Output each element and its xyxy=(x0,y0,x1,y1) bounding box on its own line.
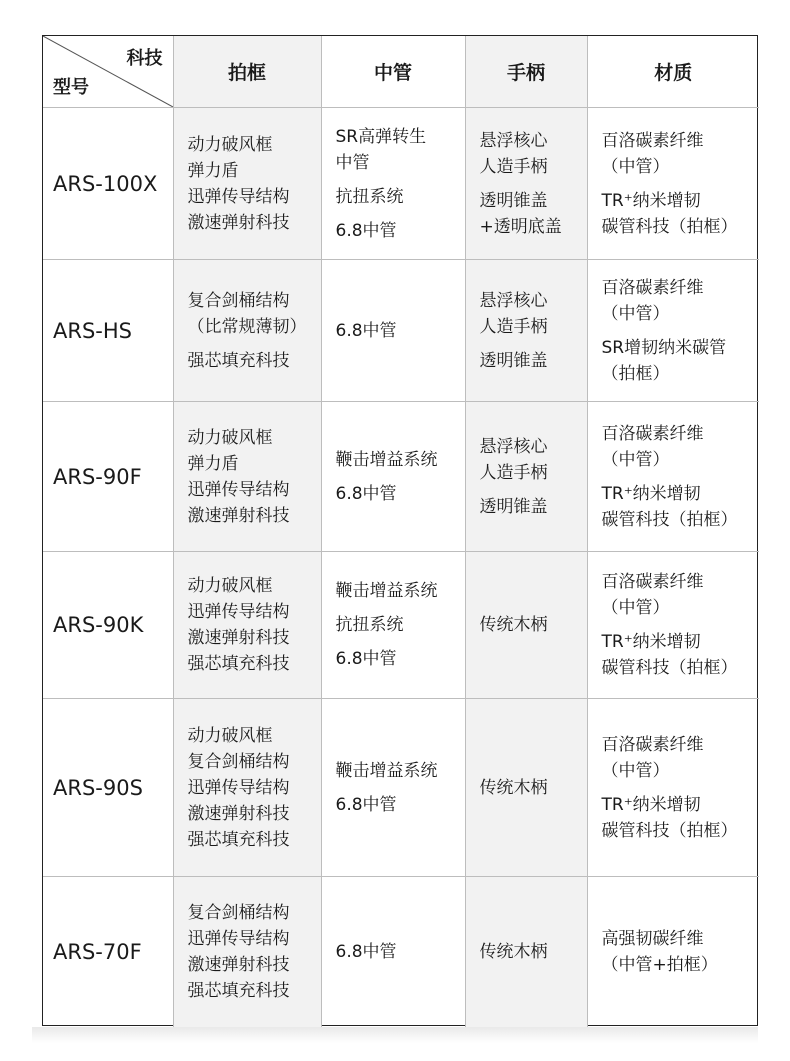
shaft-tech-cell xyxy=(321,877,465,1028)
material-cell xyxy=(587,260,759,402)
model-name: ARS-90S xyxy=(43,699,173,877)
text-group xyxy=(336,792,459,818)
text-line: 6.8中管 xyxy=(335,483,397,504)
text-line: 动力破风框 xyxy=(187,576,273,596)
text-line: 动力破风框 xyxy=(187,725,273,746)
text-group xyxy=(188,348,315,374)
text-group xyxy=(480,612,581,638)
header-corner-cell xyxy=(43,36,173,108)
text-group xyxy=(188,900,315,1004)
handle-tech-cell xyxy=(465,402,587,552)
text-line: 传统木柄 xyxy=(479,615,548,635)
frame-tech-cell xyxy=(173,402,321,552)
handle-tech-cell xyxy=(465,260,587,402)
text-group xyxy=(188,288,315,340)
text-line: 透明锥盖 xyxy=(479,496,548,517)
text-line: TR⁺纳米增韧 xyxy=(601,190,701,211)
text-line: 激速弹射科技 xyxy=(187,505,290,526)
text-group xyxy=(336,612,459,638)
text-group xyxy=(336,646,459,672)
text-group xyxy=(336,758,459,784)
table-row xyxy=(43,552,759,699)
text-line: 迅弹传导结构 xyxy=(187,929,290,950)
text-line: （拍框） xyxy=(601,363,670,384)
text-line: （中管） xyxy=(601,303,670,324)
column-header-handle: 手柄 xyxy=(465,36,587,108)
text-line: 复合剑桶结构 xyxy=(187,290,290,311)
text-group xyxy=(188,573,315,677)
text-line: 强芯填充科技 xyxy=(187,829,290,850)
text-line: 百洛碳素纤维 xyxy=(601,277,704,298)
text-line: 高强韧碳纤维 xyxy=(601,929,704,950)
text-line: 强芯填充科技 xyxy=(187,654,290,674)
table-row xyxy=(43,108,759,260)
text-line: +透明底盖 xyxy=(479,216,562,237)
handle-tech-cell xyxy=(465,108,587,260)
column-header-material: 材质 xyxy=(587,36,759,108)
text-group xyxy=(602,421,754,473)
column-header-shaft: 中管 xyxy=(321,36,465,108)
text-group xyxy=(602,732,754,784)
model-name: ARS-HS xyxy=(43,260,173,402)
text-line: 百洛碳素纤维 xyxy=(601,734,704,755)
text-group xyxy=(336,447,459,473)
text-group xyxy=(336,124,459,176)
text-line: 中管 xyxy=(335,152,370,173)
handle-tech-cell xyxy=(465,552,587,699)
text-line: 碳管科技（拍框） xyxy=(601,509,738,530)
frame-tech-cell xyxy=(173,877,321,1028)
table-row xyxy=(43,402,759,552)
text-line: 迅弹传导结构 xyxy=(187,186,290,207)
text-group xyxy=(602,481,754,533)
text-group xyxy=(602,926,754,978)
text-line: 百洛碳素纤维 xyxy=(601,130,704,151)
column-header-frame: 拍框 xyxy=(173,36,321,108)
table-row xyxy=(43,260,759,402)
material-cell xyxy=(587,877,759,1028)
text-line: 激速弹射科技 xyxy=(187,212,290,233)
text-group xyxy=(188,425,315,529)
header-row xyxy=(43,36,759,108)
text-line: 透明锥盖 xyxy=(479,190,548,211)
text-line: TR⁺纳米增韧 xyxy=(601,794,701,815)
text-group xyxy=(602,188,754,240)
text-group xyxy=(480,494,581,520)
text-line: 透明锥盖 xyxy=(479,350,548,371)
text-line: SR高弹转生 xyxy=(335,126,427,147)
text-line: 鞭击增益系统 xyxy=(335,581,438,601)
page-shadow xyxy=(32,1027,758,1043)
text-line: 人造手柄 xyxy=(479,156,548,177)
text-line: 弹力盾 xyxy=(187,453,239,474)
model-name: ARS-90F xyxy=(43,402,173,552)
text-line: 抗扭系统 xyxy=(335,615,404,635)
text-line: 6.8中管 xyxy=(335,794,397,815)
text-group xyxy=(336,939,459,965)
text-group xyxy=(188,723,315,853)
text-line: （中管） xyxy=(601,598,670,618)
text-group xyxy=(602,792,754,844)
text-group xyxy=(336,318,459,344)
text-line: 6.8中管 xyxy=(335,320,397,341)
text-group xyxy=(602,275,754,327)
text-line: 6.8中管 xyxy=(335,649,397,669)
material-cell xyxy=(587,402,759,552)
shaft-tech-cell xyxy=(321,552,465,699)
material-cell xyxy=(587,552,759,699)
text-group xyxy=(480,188,581,240)
text-line: 复合剑桶结构 xyxy=(187,751,290,772)
text-line: 百洛碳素纤维 xyxy=(601,572,704,592)
text-group xyxy=(336,481,459,507)
text-line: TR⁺纳米增韧 xyxy=(601,483,701,504)
handle-tech-cell xyxy=(465,699,587,877)
frame-tech-cell xyxy=(173,260,321,402)
text-line: 悬浮核心 xyxy=(479,290,548,311)
text-line: 激速弹射科技 xyxy=(187,803,290,824)
text-line: 鞭击增益系统 xyxy=(335,449,438,470)
text-line: 弹力盾 xyxy=(187,160,239,181)
text-group xyxy=(336,218,459,244)
material-cell xyxy=(587,699,759,877)
frame-tech-cell xyxy=(173,108,321,260)
text-group xyxy=(602,569,754,621)
text-line: 动力破风框 xyxy=(187,134,273,155)
corner-label-model: 型号 xyxy=(53,77,89,98)
text-line: 强芯填充科技 xyxy=(187,350,290,371)
text-group xyxy=(602,629,754,681)
model-name: ARS-90K xyxy=(43,552,173,699)
text-group xyxy=(480,775,581,801)
table-row xyxy=(43,699,759,877)
text-line: 动力破风框 xyxy=(187,427,273,448)
text-line: （中管） xyxy=(601,760,670,781)
text-line: 抗扭系统 xyxy=(335,186,404,207)
shaft-tech-cell xyxy=(321,108,465,260)
text-line: 激速弹射科技 xyxy=(187,628,290,648)
text-group xyxy=(480,434,581,486)
text-line: 人造手柄 xyxy=(479,462,548,483)
text-line: 碳管科技（拍框） xyxy=(601,820,738,841)
text-group xyxy=(480,128,581,180)
corner-label-tech: 科技 xyxy=(126,48,163,69)
text-group xyxy=(602,335,754,387)
text-line: （中管） xyxy=(601,449,670,470)
model-name: ARS-70F xyxy=(43,877,173,1028)
handle-tech-cell xyxy=(465,877,587,1028)
text-group xyxy=(480,288,581,340)
text-group xyxy=(336,578,459,604)
spec-table xyxy=(43,36,759,1028)
text-line: 鞭击增益系统 xyxy=(335,760,438,781)
text-line: 迅弹传导结构 xyxy=(187,602,290,622)
text-line: 人造手柄 xyxy=(479,316,548,337)
text-line: （中管+拍框） xyxy=(601,955,718,976)
text-line: （中管） xyxy=(601,156,670,177)
text-line: 碳管科技（拍框） xyxy=(601,216,738,237)
text-line: 迅弹传导结构 xyxy=(187,777,290,798)
text-line: 悬浮核心 xyxy=(479,130,548,151)
text-line: 复合剑桶结构 xyxy=(187,903,290,924)
frame-tech-cell xyxy=(173,699,321,877)
text-line: 6.8中管 xyxy=(335,220,397,241)
model-name: ARS-100X xyxy=(43,108,173,260)
text-line: 悬浮核心 xyxy=(479,436,548,457)
text-group xyxy=(336,184,459,210)
text-line: TR⁺纳米增韧 xyxy=(601,632,701,652)
text-line: 迅弹传导结构 xyxy=(187,479,290,500)
material-cell xyxy=(587,108,759,260)
text-line: （比常规薄韧） xyxy=(187,316,307,337)
text-line: 传统木柄 xyxy=(479,942,548,963)
text-group xyxy=(188,132,315,236)
text-line: 碳管科技（拍框） xyxy=(601,658,738,678)
shaft-tech-cell xyxy=(321,260,465,402)
frame-tech-cell xyxy=(173,552,321,699)
text-group xyxy=(480,939,581,965)
text-line: 百洛碳素纤维 xyxy=(601,423,704,444)
table-row xyxy=(43,877,759,1028)
text-line: 6.8中管 xyxy=(335,942,397,963)
text-line: 激速弹射科技 xyxy=(187,955,290,976)
shaft-tech-cell xyxy=(321,402,465,552)
text-group xyxy=(602,128,754,180)
text-group xyxy=(480,348,581,374)
text-line: 传统木柄 xyxy=(479,777,548,798)
text-line: SR增韧纳米碳管 xyxy=(601,337,727,358)
text-line: 强芯填充科技 xyxy=(187,981,290,1002)
shaft-tech-cell xyxy=(321,699,465,877)
spec-table-frame xyxy=(42,35,758,1026)
